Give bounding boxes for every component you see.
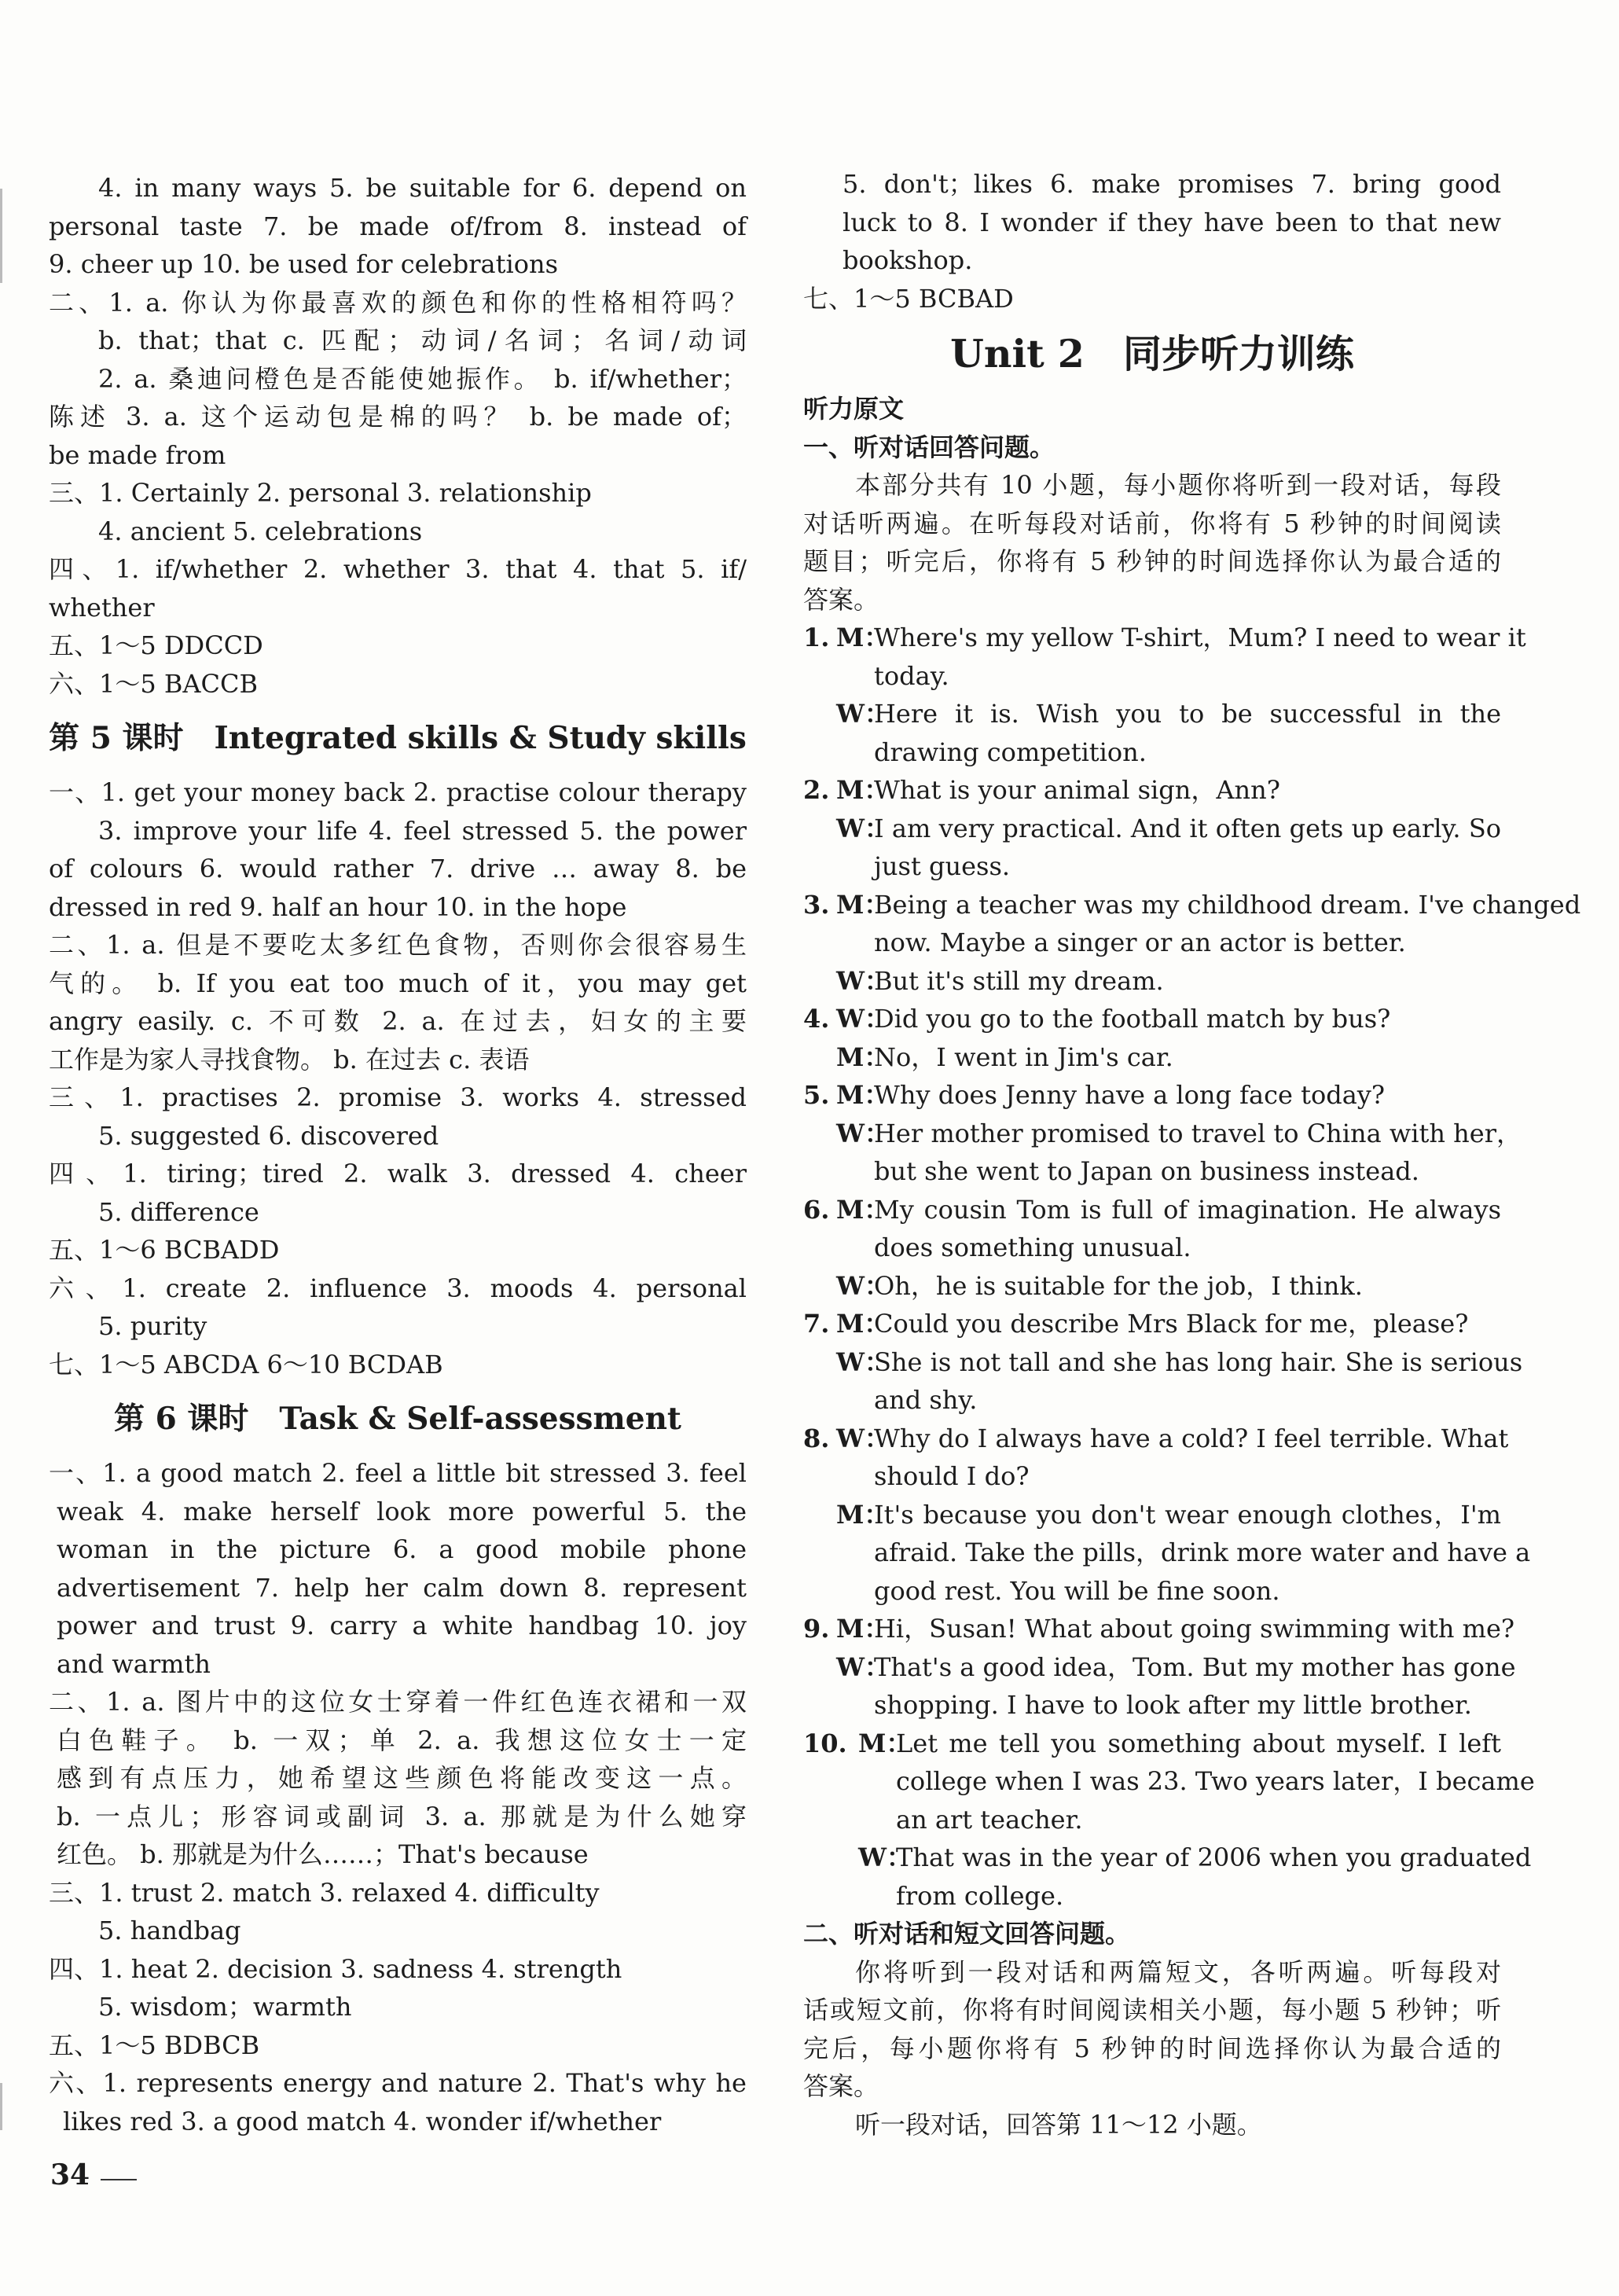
question-number: 4.	[803, 1004, 830, 1034]
dialogue-line	[803, 1038, 1501, 1077]
speaker-label: M：	[836, 1080, 890, 1110]
question-number: 9.	[803, 1614, 830, 1644]
dialogue-text: Did you go to the football match by bus?	[874, 1004, 1391, 1034]
right-column	[803, 165, 1581, 2144]
dialogue-text: My cousin Tom is full of imagination. He always	[874, 1194, 1501, 1225]
lesson-6-title: 第 6 课时 Task & Self-assessment	[114, 1401, 681, 1437]
question-number: 7.	[803, 1309, 830, 1339]
dialogue-text: That's a good idea，Tom. But my mother has gone	[874, 1651, 1516, 1682]
instruction-line: 对话听两遍。在听每段对话前，你将有 5 秒钟的时间阅读	[803, 508, 1501, 538]
answer-line: advertisement 7. help her calm down 8. represent	[57, 1572, 747, 1603]
speaker-label: W：	[836, 1270, 890, 1301]
answer-line: 5. suggested 6. discovered	[98, 1120, 439, 1151]
dialogue-line	[803, 657, 1501, 696]
dialogue-line	[803, 695, 1501, 733]
dialogue-text: shopping. I have to look after my little brother.	[874, 1690, 1472, 1720]
part-2-heading: 二、听对话和短文回答问题。	[803, 1919, 1131, 1949]
part-1-heading: 一、听对话回答问题。	[803, 432, 1055, 462]
answer-line: and warmth	[57, 1648, 211, 1679]
answer-line: power and trust 9. carry a white handbag 10. joy	[57, 1611, 747, 1640]
unit-2-title: Unit 2 同步听力训练	[950, 331, 1354, 377]
dialogue-line	[803, 1305, 1501, 1343]
dialogue-line	[803, 924, 1501, 962]
answer-line: luck to 8. I wonder if they have been to that new	[843, 207, 1501, 237]
instruction-line: 本部分共有 10 小题，每小题你将听到一段对话，每段	[855, 470, 1501, 500]
dialogue-line	[803, 1801, 1501, 1839]
answer-line: weak 4. make herself look more powerful 5. the	[57, 1496, 747, 1526]
speaker-label: M：	[836, 1614, 890, 1644]
dialogue-text: Could you describe Mrs Black for me，please?	[874, 1309, 1469, 1339]
dialogue-text: and shy.	[874, 1385, 978, 1415]
dialogue-line	[803, 733, 1501, 772]
instruction-line: 答案。	[803, 584, 879, 615]
instruction-line: 你将听到一段对话和两篇短文，各听两遍。听每段对	[855, 1956, 1501, 1987]
speaker-label: W：	[836, 813, 890, 843]
answer-line: 气的。 b. If you eat too much of it，you may get	[49, 968, 747, 998]
dialogue-text: afraid. Take the pills，drink more water and have a	[874, 1537, 1531, 1567]
speaker-label: W：	[836, 1651, 890, 1682]
dialogue-line	[803, 1877, 1501, 1916]
dialogue-line	[803, 1572, 1501, 1611]
dialogue-text: good rest. You will be fine soon.	[874, 1575, 1280, 1606]
answer-line: personal taste 7. be made of/from 8. instead of	[49, 211, 747, 241]
dialogue-text: It's because you don't wear enough clothes，I'm	[874, 1499, 1501, 1530]
binding-mark	[0, 189, 2, 283]
answer-line: 5. purity	[98, 1311, 207, 1341]
answer-line: 4. ancient 5. celebrations	[98, 516, 423, 546]
dialogue-line	[803, 1267, 1501, 1306]
answer-line: 三、1. Certainly 2. personal 3. relationship	[49, 478, 592, 508]
dialogue-text: but she went to Japan on business instead.	[874, 1156, 1419, 1186]
dialogue-text: does something unusual.	[874, 1232, 1191, 1262]
answer-line: dressed in red 9. half an hour 10. in the hope	[49, 891, 627, 922]
answer-block-lesson7-end	[803, 165, 1501, 318]
answer-line: 三、1. trust 2. match 3. relaxed 4. difficulty	[49, 1877, 600, 1908]
dialogue-text: Where's my yellow T-shirt，Mum? I need to wear it	[874, 623, 1526, 652]
question-number: 6.	[803, 1194, 830, 1225]
answer-line: woman in the picture 6. a good mobile phone	[57, 1534, 747, 1564]
answer-line: 陈述 3. a. 这个运动包是棉的吗？ b. be made of；	[49, 402, 747, 432]
instruction-line: 完后，每小题你将有 5 秒钟的时间选择你认为最合适的	[803, 2033, 1501, 2063]
instruction-line: 听一段对话，回答第 11～12 小题。	[855, 2109, 1262, 2140]
dialogue-text: an art teacher.	[896, 1804, 1083, 1835]
instruction-line: 话或短文前，你将有时间阅读相关小题，每小题 5 秒钟；听	[803, 1995, 1501, 2025]
answer-line: 五、1～5 BDBCB	[49, 2030, 260, 2060]
answer-line: likes red 3. a good match 4. wonder if/whether	[63, 2106, 662, 2136]
speaker-label: W：	[836, 699, 890, 729]
speaker-label: W：	[836, 1346, 890, 1377]
question-number: 1.	[803, 623, 830, 652]
dialogue-text: Why does Jenny have a long face today?	[874, 1080, 1386, 1110]
speaker-label: W：	[858, 1842, 912, 1872]
dialogue-line	[803, 1076, 1501, 1115]
dialogue-line	[803, 962, 1501, 1001]
binding-mark	[0, 2083, 2, 2130]
answer-line: 工作是为家人寻找食物。 b. 在过去 c. 表语	[49, 1044, 530, 1075]
answer-line: b. that；that c. 匹配；动词/名词；名词/动词	[98, 325, 747, 355]
answer-line: 四、1. if/whether 2. whether 3. that 4. that 5. if/	[49, 554, 747, 584]
dialogue-line	[803, 1152, 1501, 1191]
dialogue-line	[803, 1839, 1532, 1877]
dialogue-text: Being a teacher was my childhood dream. I've changed	[874, 889, 1581, 920]
answer-line: bookshop.	[843, 245, 973, 275]
dialogue-text: Let me tell you something about myself. I left	[896, 1728, 1501, 1758]
dialogue-text: Why do I always have a cold? I feel terrible. What	[874, 1423, 1509, 1453]
dialogue-text: drawing competition.	[874, 737, 1147, 767]
answer-line: 七、1～5 BCBAD	[803, 283, 1014, 314]
instruction-line: 答案。	[803, 2071, 879, 2101]
answer-line: 5. wisdom；warmth	[98, 1992, 352, 2022]
dialogue-line	[803, 1686, 1501, 1725]
answer-line: 9. cheer up 10. be used for celebrations	[49, 249, 558, 279]
answer-line: b. 一点儿；形容词或副词 3. a. 那就是为什么她穿	[57, 1801, 747, 1831]
dialogue-text: I am very practical. And it often gets up early. So	[874, 813, 1501, 843]
dialogue-line	[803, 1610, 1515, 1648]
dialogue-line	[803, 1725, 1501, 1763]
answer-line: 六、1. represents energy and nature 2. That's why he	[49, 2068, 747, 2098]
answer-line: 4. in many ways 5. be suitable for 6. depend on	[98, 173, 747, 203]
dialogue-line	[803, 1420, 1509, 1458]
part-1-instructions	[803, 466, 1501, 619]
dialogue-line	[803, 1000, 1501, 1038]
answer-block-lesson5	[49, 773, 747, 1383]
dialogue-text: Her mother promised to travel to China with her，	[874, 1118, 1522, 1148]
answer-line: of colours 6. would rather 7. drive … away 8. be	[49, 854, 747, 884]
question-number: 3.	[803, 889, 830, 920]
question-number: 5.	[803, 1080, 830, 1110]
speaker-label: W：	[836, 1423, 890, 1453]
answer-line: 六、1～5 BACCB	[49, 668, 259, 699]
page-number-dash	[101, 2179, 137, 2180]
page-number: 34	[50, 2158, 90, 2191]
answer-line: 二、1. a. 图片中的这位女士穿着一件红色连衣裙和一双	[49, 1687, 747, 1717]
answer-line: 七、1～5 ABCDA 6～10 BCDAB	[49, 1349, 443, 1379]
dialogue-text: What is your animal sign，Ann?	[874, 775, 1280, 805]
dialogue-text: should I do?	[874, 1461, 1030, 1491]
speaker-label: M：	[836, 889, 890, 920]
dialogue-line	[803, 1762, 1535, 1801]
answer-line: 六、1. create 2. influence 3. moods 4. personal	[49, 1273, 747, 1303]
dialogue-text: Oh，he is suitable for the job，I think.	[874, 1270, 1363, 1301]
speaker-label: M：	[836, 1499, 890, 1530]
answer-line: be made from	[49, 439, 226, 470]
dialogue-line	[803, 1648, 1516, 1687]
dialogue-line	[803, 886, 1581, 924]
dialogue-line	[803, 1191, 1501, 1229]
speaker-label: W：	[836, 1004, 890, 1034]
answer-line: 5. difference	[98, 1196, 259, 1227]
speaker-label: M：	[836, 775, 890, 805]
answer-line: angry easily. c. 不可数 2. a. 在过去，妇女的主要	[49, 1006, 747, 1036]
answer-line: 5. don't；likes 6. make promises 7. bring good	[843, 169, 1501, 199]
dialogue-text: now. Maybe a singer or an actor is better.	[874, 928, 1406, 957]
left-column	[49, 169, 747, 2140]
dialogue-text: But it's still my dream.	[874, 965, 1164, 996]
answer-line: 2. a. 桑迪问橙色是否能使她振作。 b. if/whether；	[98, 363, 747, 394]
question-number: 2.	[803, 775, 830, 805]
dialogue-line	[803, 619, 1526, 657]
answer-line: 四、1. tiring；tired 2. walk 3. dressed 4. cheer	[49, 1159, 747, 1188]
dialogue-text: Hi，Susan! What about going swimming with me?	[874, 1614, 1515, 1644]
answer-line: 二、1. a. 你认为你最喜欢的颜色和你的性格相符吗？	[49, 287, 747, 318]
dialogue-line	[803, 771, 1501, 810]
dialogue-text: Here it is. Wish you to be successful in the	[874, 699, 1501, 729]
part-2-instructions	[803, 1953, 1501, 2144]
dialogue-line	[803, 1457, 1501, 1496]
answer-line: whether	[49, 592, 155, 623]
dialogue-line	[803, 1343, 1523, 1382]
answer-block-lesson4	[49, 169, 747, 703]
dialogue-text: today.	[874, 660, 949, 691]
answer-line: 二、1. a. 但是不要吃太多红色食物，否则你会很容易生	[49, 930, 747, 960]
answer-line: 5. handbag	[98, 1916, 241, 1945]
dialogue-text: from college.	[896, 1880, 1064, 1911]
dialogue-line	[803, 1115, 1522, 1153]
speaker-label: M：	[858, 1728, 912, 1758]
speaker-label: M：	[836, 623, 890, 652]
answer-line: 白色鞋子。 b. 一双；单 2. a. 我想这位女士一定	[57, 1725, 747, 1755]
dialogue-text: college when I was 23. Two years later，I became	[896, 1766, 1535, 1796]
question-number: 8.	[803, 1423, 830, 1453]
speaker-label: W：	[836, 965, 890, 996]
answer-line: 一、1. a good match 2. feel a little bit stressed 3. feel	[49, 1458, 747, 1488]
speaker-label: W：	[836, 1118, 890, 1148]
dialogue-text: just guess.	[874, 851, 1011, 881]
dialogue-text: No，I went in Jim's car.	[874, 1041, 1173, 1072]
dialogue-list	[803, 619, 1581, 1915]
answer-line: 红色。 b. 那就是为什么……；That's because	[57, 1839, 589, 1869]
dialogue-line	[803, 1496, 1501, 1534]
speaker-label: M：	[836, 1309, 890, 1339]
answer-line: 感到有点压力，她希望这些颜色将能改变这一点。	[57, 1763, 747, 1793]
answer-block-lesson6	[49, 1454, 747, 2140]
dialogue-line	[803, 1534, 1531, 1572]
answer-line: 五、1～6 BCBADD	[49, 1235, 280, 1265]
dialogue-line	[803, 1381, 1501, 1420]
answer-line: 三、1. practises 2. promise 3. works 4. stressed	[49, 1082, 747, 1112]
answer-line: 一、1. get your money back 2. practise colour therapy	[49, 777, 747, 807]
question-number: 10.	[803, 1728, 847, 1758]
dialogue-text: That was in the year of 2006 when you graduated	[896, 1842, 1532, 1872]
answer-line: 五、1～5 DDCCD	[49, 630, 263, 660]
answer-line: 3. improve your life 4. feel stressed 5. the power	[98, 815, 747, 846]
dialogue-line	[803, 1229, 1501, 1267]
dialogue-line	[803, 847, 1501, 886]
speaker-label: M：	[836, 1041, 890, 1072]
instruction-line: 题目；听完后，你将有 5 秒钟的时间选择你认为最合适的	[803, 546, 1501, 576]
answer-line: 四、1. heat 2. decision 3. sadness 4. strength	[49, 1953, 622, 1984]
dialogue-text: She is not tall and she has long hair. She is serious	[874, 1346, 1523, 1377]
listening-script-heading: 听力原文	[803, 394, 905, 424]
lesson-5-title: 第 5 课时 Integrated skills & Study skills	[49, 720, 747, 756]
speaker-label: M：	[836, 1194, 890, 1225]
dialogue-line	[803, 810, 1501, 848]
